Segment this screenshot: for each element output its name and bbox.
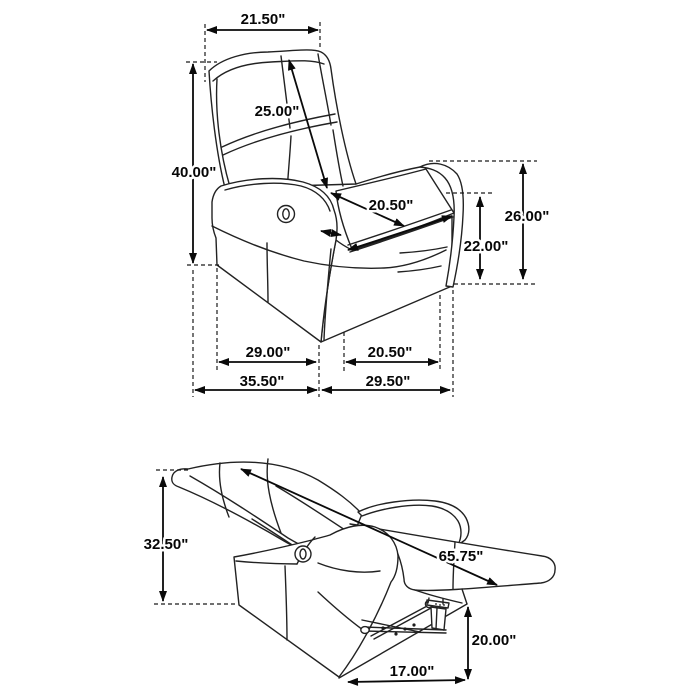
rivet: [403, 627, 406, 630]
dimension-label: 22.00": [463, 238, 509, 255]
dimension-label: 29.00": [245, 344, 291, 361]
base-right-end-edge: [462, 589, 467, 604]
reclined-left-arm-and-base: [234, 525, 398, 677]
dimension-label: 26.00": [504, 208, 550, 225]
dimension-label: 40.00": [171, 164, 217, 181]
dimension-label: 35.50": [239, 373, 285, 390]
dimension-label: 25.00": [254, 103, 300, 120]
dimension-label: 65.75": [438, 548, 484, 565]
dimension-label: 20.50": [367, 344, 413, 361]
dim-base-depth: [348, 663, 465, 682]
dimension-label: 32.50": [143, 536, 189, 553]
mechanism-diagonal-link-edge: [374, 608, 431, 639]
dimension-label: 20.50": [368, 197, 414, 214]
plate-rivet: [435, 603, 437, 605]
rivet: [412, 623, 415, 626]
power-button[interactable]: [278, 206, 295, 223]
left-arm-and-base: [212, 179, 337, 342]
dimension-arrow: [348, 680, 465, 682]
mechanism-bracket: [431, 607, 446, 630]
mechanism-bracket-seam: [436, 608, 437, 629]
dim-footrest-height: [468, 607, 516, 679]
dimension-label: 17.00": [389, 663, 435, 680]
dimension-label: 29.50": [365, 373, 411, 390]
footrest-link: [428, 598, 429, 603]
dimension-label: 20.00": [471, 632, 517, 649]
mechanism-roller: [361, 627, 369, 634]
dimension-label: 21.50": [240, 11, 286, 28]
plate-rivet: [439, 604, 441, 606]
rivet: [381, 626, 384, 629]
rivet: [394, 632, 397, 635]
